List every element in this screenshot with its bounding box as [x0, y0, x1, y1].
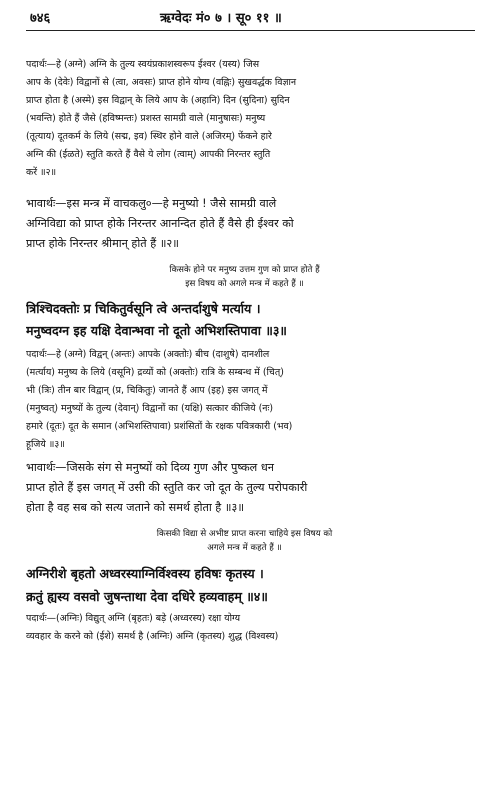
bhavartha-line: अग्निविद्या को प्राप्त होके निरन्तर आनन्दित होते हैं वैसे ही ईश्वर को — [26, 217, 294, 230]
bhavartha-line: प्राप्त होके निरन्तर श्रीमान् होते हैं ॥२॥ — [26, 237, 179, 250]
bhavartha-line: भावार्थः—इस मन्त्र में वाचकलु०—हे मनुष्यो ! जैसे सामग्री वाले — [26, 197, 277, 210]
mantra-line: मनुष्वदग्न इह यक्षि देवान्भवा नो दूतो अभिशस्तिपावा ॥३॥ — [26, 323, 287, 338]
intro-line: किसकी विद्या से अभीष्ट प्राप्त करना चाहिये इस विषय को — [156, 529, 333, 539]
padartha-line: पदार्थः—(अग्निः) विद्युत् अग्नि (बृहतः) बड़े (अध्वरस्य) रक्षा योग्य — [26, 613, 241, 624]
padartha-line: (तूत्याय) दूतकर्म के लिये (सद्म, इव) स्थिर होने वाले (अजिरम्) फेंकने हारे — [26, 131, 272, 142]
mantra-line: क्रतुं ह्यस्य वसवो जुषन्ताथा देवा दधिरे हव्यवाहम् ॥४॥ — [26, 589, 268, 604]
header-rule — [26, 30, 475, 31]
padartha-line: हूजिये ॥३॥ — [26, 439, 65, 450]
padartha-line: करें ॥२॥ — [26, 167, 57, 178]
padartha-line: (मनुष्वत्) मनुष्यों के तुल्य (देवान्) विद्वानों का (यक्षि) सत्कार कीजिये (नः) — [26, 403, 274, 414]
padartha-line: पदार्थः—हे (अग्ने) अग्नि के तुल्य स्वयंप्रकाशस्वरूप ईश्वर (यस्य) जिस — [26, 59, 260, 70]
padartha-line: व्यवहार के करने को (ईशे) समर्थ है (अग्निः) अग्नि (कृतस्य) शुद्ध (विश्वस्य) — [26, 631, 279, 642]
bhavartha-line: भावार्थः—जिसके संग से मनुष्यों को दिव्य गुण और पुष्कल धन — [26, 461, 274, 474]
padartha-line: अग्नि की (ईळते) स्तुति करते हैं वैसे ये लोग (त्वाम्) आपकी निरन्तर स्तुति — [26, 149, 271, 160]
padartha-line: (भवन्ति) होते हैं जैसे (हविष्मन्तः) प्रशस्त सामग्री वाले (मानुषासः) मनुष्य — [26, 113, 266, 124]
bhavartha-line: प्राप्त होते हैं इस जगत् में उसी की स्तुति कर जो दूत के तुल्य परोपकारी — [26, 481, 308, 494]
padartha-line: भी (त्रिः) तीन बार विद्वान् (प्र, चिकितुः) जानते हैं आप (इह) इस जगत् में — [26, 385, 268, 396]
intro-line: किसके होने पर मनुष्य उत्तम गुण को प्राप्त होते हैं — [169, 265, 320, 275]
padartha-line: प्राप्त होता है (अस्मे) इस विद्वान् के लिये आप के (अहानि) दिन (सुदिना) सुदिन — [26, 95, 290, 106]
bhavartha-line: होता है वह सब को सत्य जताने को समर्थ होता है ॥३॥ — [26, 501, 245, 514]
mantra-line: अग्निरीशे बृहतो अध्वरस्याग्निर्विश्वस्य हविषः कृतस्य । — [26, 566, 264, 581]
running-head: ऋग्वेदः मं० ७ । सू० ११ ॥ — [160, 11, 282, 26]
page-header — [30, 6, 475, 28]
page-number: ७४६ — [30, 11, 51, 26]
padartha-line: हमारे (दूतः) दूत के समान (अभिशस्तिपावा) प्रशंसितों के रक्षक पवित्रकारी (भव) — [26, 421, 293, 432]
padartha-line: पदार्थः—हे (अग्ने) विद्वन् (अन्तः) आपके (अक्तोः) बीच (दाशुषे) दानशील — [26, 349, 270, 360]
padartha-line: आप के (देवेः) विद्वानों से (त्वा, अवसः) प्राप्त होने योग्य (वह्निः) सुखवर्द्धक विज्ञान — [26, 77, 297, 88]
intro-line: अगले मन्त्र में कहते हैं ॥ — [207, 543, 282, 553]
intro-line: इस विषय को अगले मन्त्र में कहते हैं ॥ — [185, 279, 304, 289]
mantra-line: त्रिश्चिदक्तोः प्र चिकितुर्वसूनि त्वे अन्तर्दाशुषे मर्त्याय । — [26, 301, 261, 316]
padartha-line: (मर्त्याय) मनुष्य के लिये (वसूनि) द्रव्यों को (अक्तोः) रात्रि के सम्बन्ध में (चित्) — [26, 367, 284, 378]
